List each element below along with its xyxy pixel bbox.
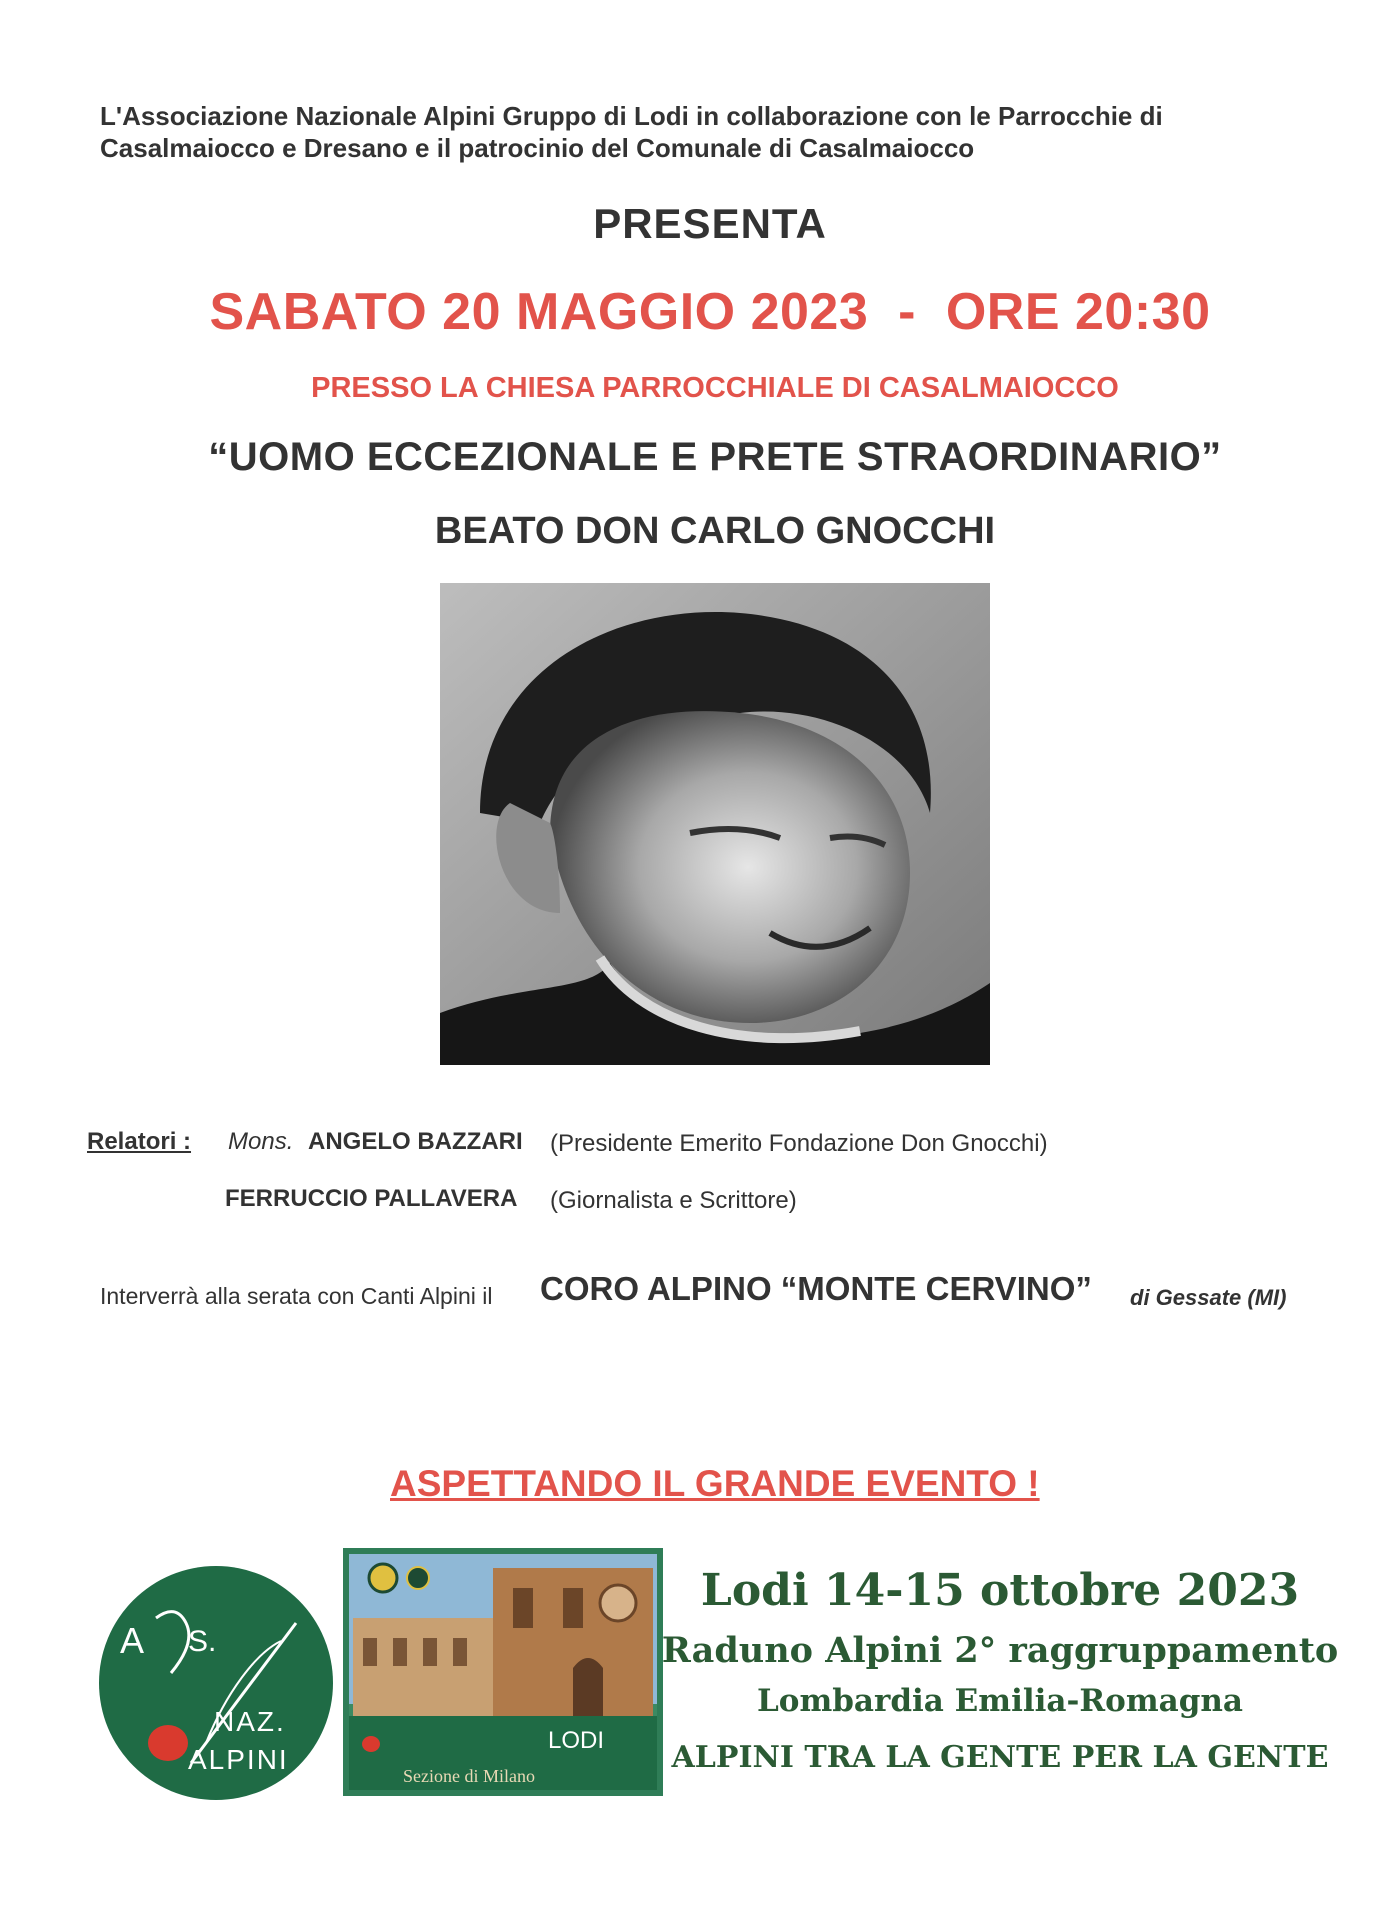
event-subject: BEATO DON CARLO GNOCCHI (434, 510, 996, 552)
ana-logo-alpini: ALPINI (188, 1744, 289, 1775)
upcoming-motto: ALPINI TRA LA GENTE PER LA GENTE (671, 1740, 1329, 1775)
upcoming-region: Lombardia Emilia-Romagna (756, 1683, 1244, 1719)
speakers-label: Relatori : (87, 1128, 192, 1155)
choir-intro: Interverrà alla serata con Canti Alpini il (100, 1283, 493, 1309)
upcoming-date: Lodi 14-15 ottobre 2023 (700, 1565, 1300, 1616)
organizer-header (100, 100, 1250, 164)
ana-logo-naz: NAZ. (214, 1706, 286, 1737)
speaker-1-title: Mons. (228, 1128, 294, 1155)
presenta-heading: PRESENTA (593, 200, 827, 247)
speaker-2-role: (Giornalista e Scrittore) (550, 1187, 797, 1214)
speaker-1-role: (Presidente Emerito Fondazione Don Gnocchi) (550, 1130, 1048, 1157)
event-date-time: SABATO 20 MAGGIO 2023 - ORE 20:30 (209, 283, 1211, 341)
portrait-photo (440, 583, 990, 1065)
choir-location: di Gessate (MI) (1130, 1285, 1287, 1310)
poster-section: Sezione di Milano (403, 1766, 535, 1786)
upcoming-event: Raduno Alpini 2° raggruppamento (661, 1630, 1339, 1671)
ana-logo-letter-a: A (120, 1620, 145, 1661)
speaker-1-name: ANGELO BAZZARI (308, 1128, 523, 1155)
poster-city: LODI (548, 1727, 605, 1754)
event-location: PRESSO LA CHIESA PARROCCHIALE DI CASALMAIOCCO (311, 372, 1119, 404)
event-title-quote: “UOMO ECCEZIONALE E PRETE STRAORDINARIO” (208, 435, 1222, 479)
speaker-2-name: FERRUCCIO PALLAVERA (225, 1185, 518, 1212)
organizer-line-1: L'Associazione Nazionale Alpini Gruppo di Lodi in collaborazione con le Parrocchie di (100, 101, 1163, 131)
raduno-poster (343, 1548, 663, 1796)
ana-logo (96, 1563, 336, 1803)
teaser-heading: ASPETTANDO IL GRANDE EVENTO ! (390, 1463, 1040, 1504)
choir-name: CORO ALPINO “MONTE CERVINO” (540, 1270, 1092, 1307)
ana-logo-letter-s: S. (188, 1625, 217, 1658)
organizer-line-2: Casalmaiocco e Dresano e il patrocinio del Comunale di Casalmaiocco (100, 133, 975, 163)
